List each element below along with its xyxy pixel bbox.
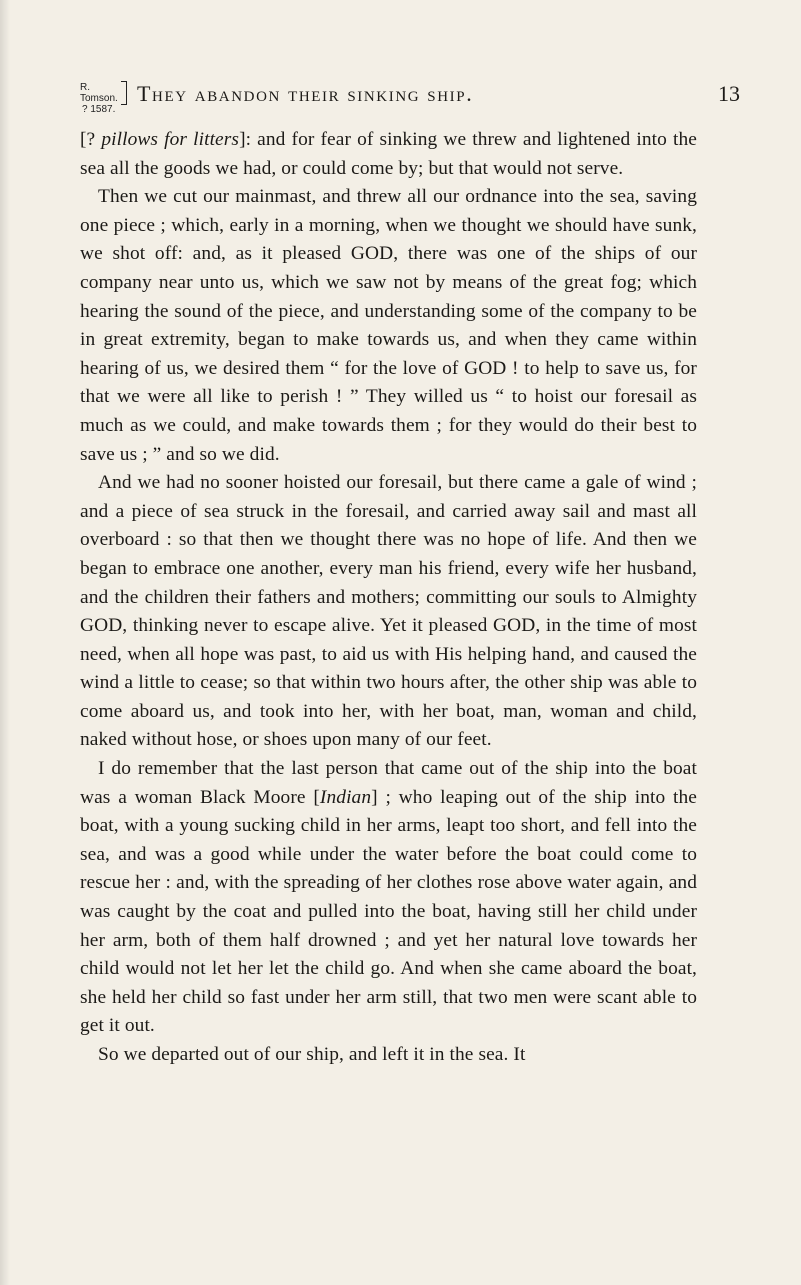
paragraph-3: And we had no sooner hoisted our foresail, but there came a gale of wind ; and a piece of sea struck in the foresail, and carried away sail and mast all overboard : so that then we thought there was no hope of life. And then we began to embrace one another, every man his friend, every wife her husband, and the children their fathers and mothers; committing our souls to Almighty GOD, thinking never to escape alive. Yet it pleased GOD, in the time of most need, when all hope was past, to aid us with His helping hand, and caused the wind a little to cease; so that within two hours after, the other ship was able to come aboard us, and took into her, with her boat, man, woman and child, naked without hose, or shoes upon many of our feet. xyxy=(80,472,697,751)
paragraph-2: Then we cut our mainmast, and threw all our ordnance into the sea, saving one piece ; which, early in a morning, when we thought we should have sunk, we shot off: and, as it pleased GOD, there was one of the ships of our company near unto us, which we saw not by means of the great fog; which hearing the sound of the piece, and understanding some of the company to be in great extremity, began to make towards us, and when they came within hearing of us, we desired them “ for the love of GOD ! to help to save us, for that we were all like to perish ! ” They willed us “ to hoist our foresail as much as we could, and make towards them ; for they would do their best to save us ; ” and so we did. xyxy=(80,186,697,465)
side-note-year: ? 1587. xyxy=(82,104,116,115)
italic-note-pillows: pillows for litters xyxy=(101,129,240,150)
side-note-bracket xyxy=(121,81,127,105)
body-text xyxy=(80,126,697,1070)
page-header xyxy=(80,80,740,120)
paragraph-4-text-b: ] ; who leaping out of the ship into the boat, with a young sucking child in her arms, leapt too short, and fell into the sea, and was a good while under the water before the boat could come to rescue her : and, with the spreading of her clothes rose above water again, and was caught by the coat and pulled into the boat, having still her child under her arm, both of them half drowned ; and yet her natural love towards her child would not let her let the child go. And when she came aboard the boat, she held her child so fast under her arm still, that two men were scant able to get it out. xyxy=(80,786,697,1037)
running-title: They abandon their sinking ship. xyxy=(137,81,474,106)
paragraph-1 xyxy=(80,126,697,183)
paragraph-4 xyxy=(80,755,697,1041)
page-edge-shadow xyxy=(0,0,10,1285)
paragraph-1-text: : and for fear of sinking we threw and lightened into the sea all the goods we had, or could come by; but that would not serve. xyxy=(80,129,697,179)
side-note-author: R. Tomson. xyxy=(80,82,118,104)
page-number: 13 xyxy=(718,81,740,106)
paragraph-5: So we departed out of our ship, and left it in the sea. It xyxy=(98,1044,526,1065)
italic-note-indian: Indian xyxy=(319,786,372,808)
paragraph-4-text-a: I do remember that the last person that came out of the ship into the boat was a woman Black Moore [ xyxy=(80,758,697,808)
bracket-open: [? xyxy=(80,129,102,150)
side-note xyxy=(80,82,120,118)
bracket-close: ] xyxy=(239,129,246,150)
